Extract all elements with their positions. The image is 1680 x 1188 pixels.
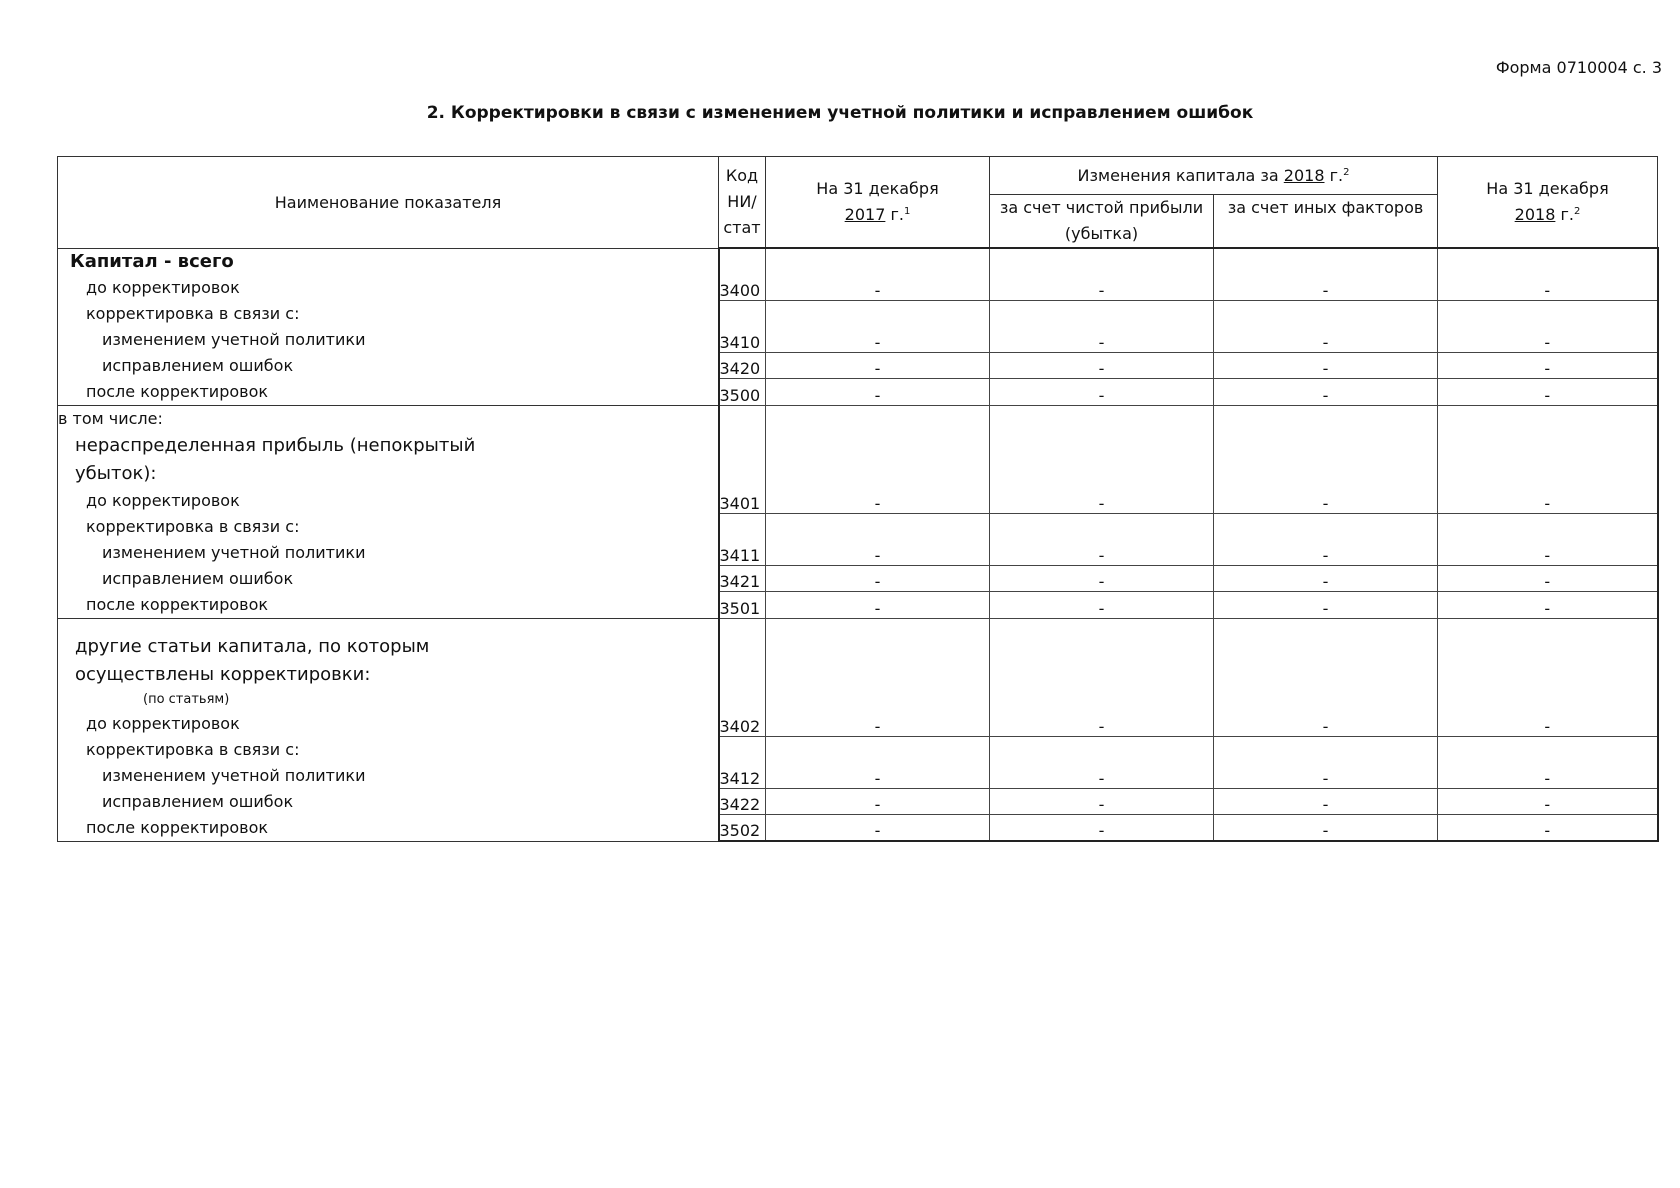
header-start-l2 [766,202,989,228]
block3-after-label: после корректировок [86,817,269,837]
header-code-l1: Код [725,166,759,185]
code-3402: 3402 [719,618,766,737]
block3-name-policy [58,737,719,789]
block2-name-after [58,592,719,619]
block2-adj-label: корректировка в связи с: [86,516,300,536]
block1-policy-label: изменением учетной политики [102,329,366,349]
value-3402-other: - [1214,618,1438,737]
code-3401: 3401 [719,405,766,514]
block1-heading: Капитал - всего [70,250,234,272]
block2-name-policy [58,514,719,566]
value-3400-other: - [1214,248,1438,301]
value-3420-profit: - [990,353,1214,379]
header-start-l1: На 31 декабря [816,179,939,198]
header-code-l3: стат [723,218,761,237]
block3-name-after [58,815,719,842]
header-end-suffix: г. [1555,205,1574,224]
value-3421-start: - [766,566,990,592]
value-3400-profit: - [990,248,1214,301]
header-end-l2 [1438,202,1657,228]
block3-heading-l1: другие статьи капитала, по которым [75,635,430,657]
corrections-table [57,156,1659,842]
value-3501-profit: - [990,592,1214,619]
block1-errors-label: исправлением ошибок [102,355,294,375]
value-3500-other: - [1214,379,1438,406]
block2-after-label: после корректировок [86,594,269,614]
code-3412: 3412 [719,737,766,789]
block1-after-label: после корректировок [86,381,269,401]
value-3402-end: - [1438,618,1658,737]
value-3501-start: - [766,592,990,619]
block3-before-label: до корректировок [86,713,240,733]
value-3400-end: - [1438,248,1658,301]
code-3502: 3502 [719,815,766,842]
value-3401-other: - [1214,405,1438,514]
header-profit-l2: (убытка) [1064,224,1139,243]
code-3422: 3422 [719,789,766,815]
block1-name-errors [58,353,719,379]
header-changes [990,157,1438,195]
value-3502-start: - [766,815,990,842]
block3-errors-label: исправлением ошибок [102,791,294,811]
value-3421-end: - [1438,566,1658,592]
value-3401-profit: - [990,405,1214,514]
value-3422-start: - [766,789,990,815]
value-3410-profit: - [990,301,1214,353]
value-3412-profit: - [990,737,1214,789]
header-end-year: 2018 [1514,205,1556,224]
code-3410: 3410 [719,301,766,353]
block1-adj-label: корректировка в связи с: [86,303,300,323]
code-3501: 3501 [719,592,766,619]
header-end-footnote: 2 [1573,206,1581,217]
value-3502-end: - [1438,815,1658,842]
header-other-factors [1214,195,1438,249]
block1-name-policy [58,301,719,353]
value-3402-start: - [766,618,990,737]
value-3401-start: - [766,405,990,514]
code-3411: 3411 [719,514,766,566]
value-3402-profit: - [990,618,1214,737]
value-3502-profit: - [990,815,1214,842]
value-3411-profit: - [990,514,1214,566]
value-3412-end: - [1438,737,1658,789]
value-3411-other: - [1214,514,1438,566]
block1-name-top [58,248,719,301]
header-net-profit [990,195,1214,249]
block3-note: (по статьям) [143,691,230,707]
header-name: Наименование показателя [58,157,719,249]
value-3501-end: - [1438,592,1658,619]
header-end-date [1438,157,1658,249]
value-3420-end: - [1438,353,1658,379]
value-3421-profit: - [990,566,1214,592]
block2-name-top [58,405,719,514]
value-3401-end: - [1438,405,1658,514]
value-3410-other: - [1214,301,1438,353]
block3-adj-label: корректировка в связи с: [86,739,300,759]
value-3421-other: - [1214,566,1438,592]
value-3412-start: - [766,737,990,789]
header-start-footnote: 1 [903,206,911,217]
header-code [719,157,766,249]
block3-name-top [58,618,719,737]
value-3420-other: - [1214,353,1438,379]
value-3410-start: - [766,301,990,353]
block3-name-errors [58,789,719,815]
header-other: за счет иных факторов [1227,198,1424,217]
block1-before-label: до корректировок [86,277,240,297]
block2-before-label: до корректировок [86,490,240,510]
block2-errors-label: исправлением ошибок [102,568,294,588]
header-profit-l1: за счет чистой прибыли [999,198,1204,217]
block2-name-errors [58,566,719,592]
value-3411-start: - [766,514,990,566]
value-3502-other: - [1214,815,1438,842]
block3-policy-label: изменением учетной политики [102,765,366,785]
value-3400-start: - [766,248,990,301]
block3-heading-l2: осуществлены корректировки: [75,663,371,685]
section-title: 2. Корректировки в связи с изменением учетной политики и исправлением ошибок [426,103,1254,123]
header-code-l2: НИ/ [727,192,757,211]
value-3422-profit: - [990,789,1214,815]
value-3422-end: - [1438,789,1658,815]
header-changes-footnote: 2 [1343,167,1350,178]
header-start-date [766,157,990,249]
code-3400: 3400 [719,248,766,301]
code-3421: 3421 [719,566,766,592]
value-3500-end: - [1438,379,1658,406]
block1-name-after [58,379,719,406]
value-3411-end: - [1438,514,1658,566]
value-3500-profit: - [990,379,1214,406]
header-start-year: 2017 [844,205,886,224]
header-changes-suffix: г. [1324,166,1344,185]
form-number: Форма 0710004 с. 3 [1495,58,1662,77]
header-end-l1: На 31 декабря [1486,179,1609,198]
code-3500: 3500 [719,379,766,406]
header-changes-year: 2018 [1283,166,1325,185]
value-3412-other: - [1214,737,1438,789]
block2-policy-label: изменением учетной политики [102,542,366,562]
value-3500-start: - [766,379,990,406]
header-start-suffix: г. [885,205,904,224]
block2-heading-l2: убыток): [75,462,157,484]
header-changes-prefix: Изменения капитала за [1077,166,1284,185]
value-3501-other: - [1214,592,1438,619]
value-3420-start: - [766,353,990,379]
block2-heading-l1: нераспределенная прибыль (непокрытый [75,434,476,456]
block2-pre-label: в том числе: [58,408,163,428]
value-3410-end: - [1438,301,1658,353]
code-3420: 3420 [719,353,766,379]
value-3422-other: - [1214,789,1438,815]
